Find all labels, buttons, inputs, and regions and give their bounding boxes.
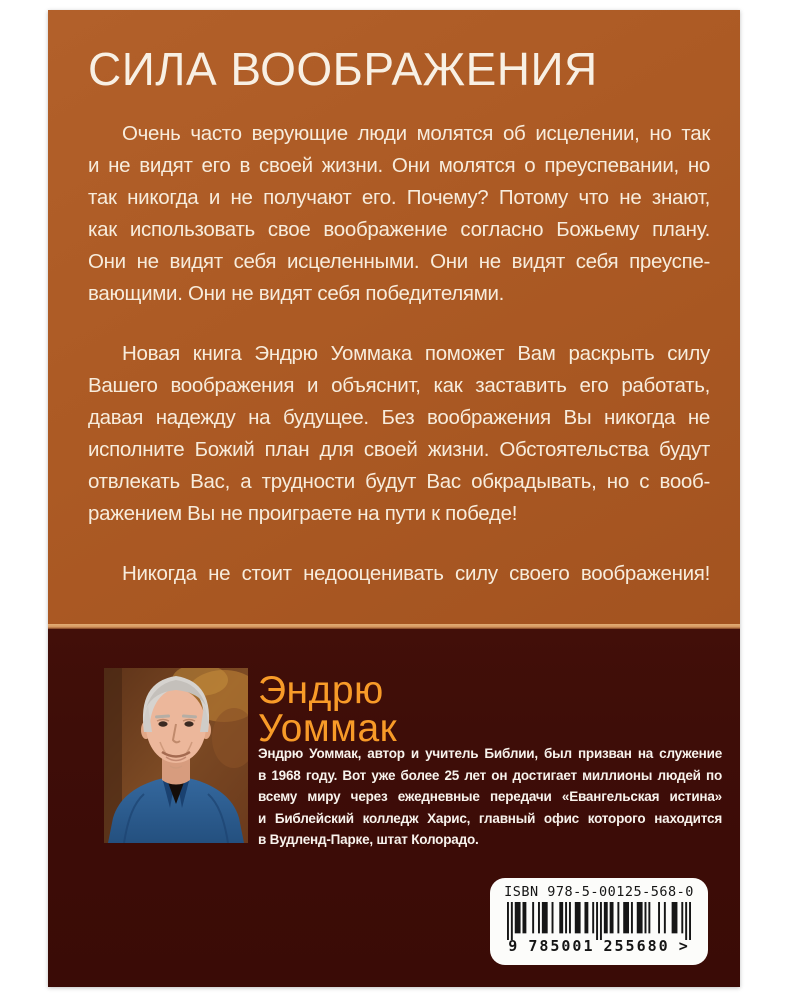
- bio-line: Эндрю Уоммак, автор и учитель Библии, был призван на служение: [258, 746, 722, 761]
- barcode-digit-group: 255680: [603, 937, 670, 955]
- page-title: СИЛА ВООБРАЖЕНИЯ: [88, 43, 598, 95]
- paragraph-line: так никогда и не получают его. Почему? Потому что не знают,: [88, 186, 710, 209]
- isbn-barcode-label: [490, 878, 708, 965]
- barcode-digit-lead: 9: [508, 937, 520, 955]
- bio-line: в Вудленд-Парке, штат Колорадо.: [258, 832, 479, 847]
- paragraph-line: отвлекать Вас, а трудности будут Вас обкрадывать, но с вооб-: [88, 470, 710, 493]
- synopsis-section: [48, 10, 740, 624]
- barcode-end-arrow: >: [678, 937, 690, 955]
- bio-line: всему миру через ежедневные передачи «Евангельская истина»: [258, 789, 722, 804]
- author-section: [48, 629, 740, 987]
- author-first-name: Эндрю: [258, 669, 384, 712]
- barcode-digit-group: 785001: [528, 937, 595, 955]
- paragraph-line: Никогда не стоит недооценивать силу своего воображения!: [122, 562, 710, 585]
- author-last-name: Уоммак: [258, 707, 398, 750]
- paragraph-2: [88, 338, 710, 530]
- barcode-digits: [508, 938, 689, 954]
- paragraph-line: Вашего воображения и объяснит, как заставить его работать,: [88, 374, 710, 397]
- paragraph-line: Новая книга Эндрю Уоммака поможет Вам раскрыть силу: [122, 342, 710, 365]
- author-bio: [258, 743, 722, 851]
- paragraph-line: Они не видят себя исцеленными. Они не видят себя преуспе-: [88, 250, 710, 273]
- synopsis-text: [88, 118, 710, 590]
- paragraph-3: [88, 558, 710, 590]
- book-back-cover: [48, 10, 740, 987]
- paragraph-line: Очень часто верующие люди молятся об исцелении, но так: [122, 122, 710, 145]
- paragraph-line: исполните Божий план для своей жизни. Обстоятельства будут: [88, 438, 710, 461]
- paragraph-1: [88, 118, 710, 310]
- paragraph-line: ражением Вы не проиграете на пути к победе!: [88, 502, 518, 525]
- author-name: [258, 669, 398, 750]
- paragraph-line: как использовать свое воображение согласно Божьему плану.: [88, 218, 710, 241]
- barcode-bars: [507, 902, 691, 940]
- isbn-number: ISBN 978-5-00125-568-0: [504, 884, 694, 900]
- author-photo: [104, 668, 248, 843]
- paragraph-line: и не видят его в своей жизни. Они молятся о преуспевании, но: [88, 154, 710, 177]
- bio-line: в 1968 году. Вот уже более 25 лет он достигает миллионы людей по: [258, 767, 722, 783]
- bio-line: и Библейский колледж Харис, главный офис которого находится: [258, 810, 722, 826]
- paragraph-line: вающими. Они не видят себя победителями.: [88, 282, 505, 305]
- author-portrait-illustration: [104, 668, 248, 843]
- paragraph-line: давая надежду на будущее. Без воображения Вы никогда не: [88, 406, 710, 429]
